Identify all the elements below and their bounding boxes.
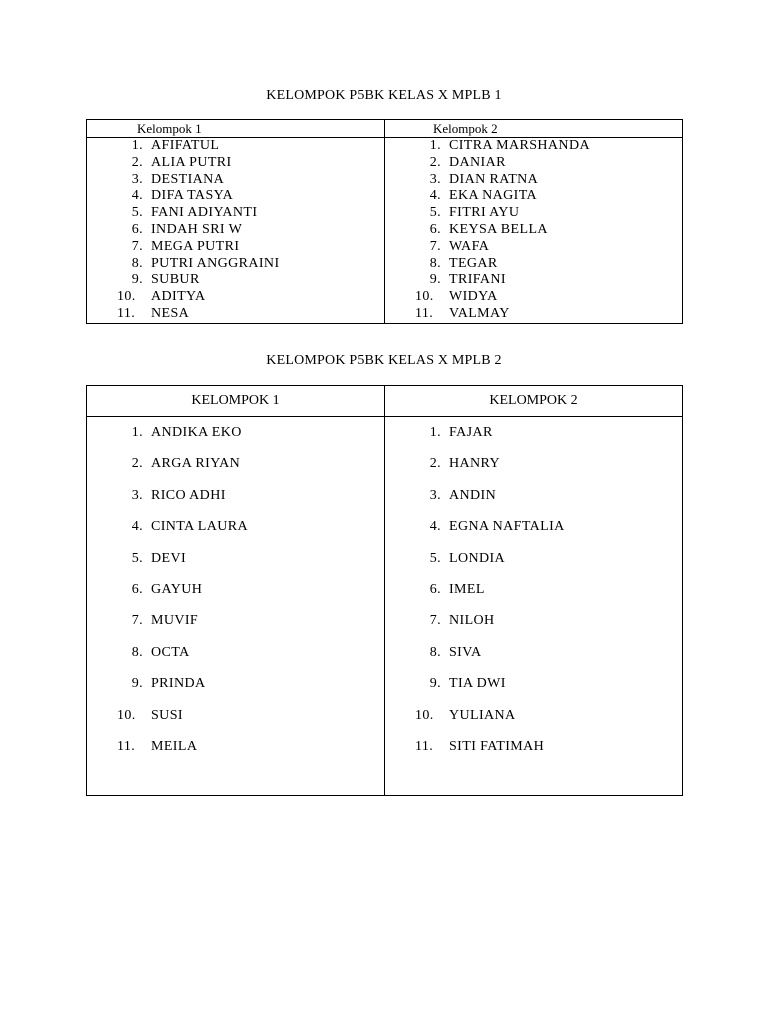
list-item <box>415 605 682 636</box>
list-item <box>117 637 384 668</box>
member-list <box>87 417 384 762</box>
section2-title: KELOMPOK P5BK KELAS X MPLB 2 <box>266 353 502 368</box>
list-item <box>117 574 384 605</box>
group2-header: Kelompok 2 <box>385 120 683 138</box>
item-number: 2. <box>429 154 441 170</box>
list-item <box>415 448 682 479</box>
item-number: 6. <box>131 582 143 598</box>
group1-header: KELOMPOK 1 <box>87 386 385 417</box>
list-item <box>117 155 384 172</box>
member-name: ADITYA <box>151 289 206 305</box>
list-item <box>415 155 682 172</box>
list-item <box>117 256 384 273</box>
item-number: 8. <box>131 644 143 660</box>
member-list <box>385 138 682 323</box>
member-name: RICO ADHI <box>151 487 226 503</box>
member-name: GAYUH <box>151 582 203 598</box>
member-name: ALIA PUTRI <box>151 154 232 170</box>
member-name: CINTA LAURA <box>151 519 248 535</box>
item-number: 3. <box>429 171 441 187</box>
item-number: 2. <box>429 456 441 472</box>
member-name: EKA NAGITA <box>449 188 538 204</box>
member-name: LONDIA <box>449 550 506 566</box>
list-item <box>415 289 682 306</box>
item-number: 4. <box>429 519 441 535</box>
list-item <box>117 272 384 289</box>
item-number: 7. <box>131 238 143 254</box>
group2-header: KELOMPOK 2 <box>385 386 683 417</box>
item-number: 9. <box>131 676 143 692</box>
section1-title: KELOMPOK P5BK KELAS X MPLB 1 <box>266 88 502 103</box>
member-name: SIVA <box>449 644 482 660</box>
item-number: 4. <box>131 519 143 535</box>
list-item <box>415 306 682 323</box>
item-number: 5. <box>131 550 143 566</box>
list-item <box>117 172 384 189</box>
member-name: SUBUR <box>151 272 200 288</box>
member-name: DEVI <box>151 550 187 566</box>
item-number: 11. <box>117 305 136 321</box>
item-number: 9. <box>131 272 143 288</box>
member-name: PRINDA <box>151 676 206 692</box>
item-number: 6. <box>429 582 441 598</box>
list-item <box>415 417 682 448</box>
list-item <box>117 543 384 574</box>
member-name: YULIANA <box>449 707 516 723</box>
member-name: PUTRI ANGGRAINI <box>151 255 280 271</box>
item-number: 7. <box>429 613 441 629</box>
member-name: FANI ADIYANTI <box>151 205 258 221</box>
member-name: EGNA NAFTALIA <box>449 519 565 535</box>
list-item <box>117 700 384 731</box>
group-table-mplb2 <box>86 385 683 796</box>
member-name: OCTA <box>151 644 190 660</box>
list-item <box>415 543 682 574</box>
list-item <box>415 480 682 511</box>
member-name: DANIAR <box>449 154 506 170</box>
member-name: FITRI AYU <box>449 205 520 221</box>
member-name: NESA <box>151 305 190 321</box>
member-name: DIFA TASYA <box>151 188 234 204</box>
member-list <box>385 417 682 762</box>
member-name: TRIFANI <box>449 272 506 288</box>
item-number: 10. <box>117 289 136 305</box>
item-number: 10. <box>415 289 434 305</box>
group1-header: Kelompok 1 <box>87 120 385 138</box>
member-name: MUVIF <box>151 613 199 629</box>
item-number: 5. <box>429 550 441 566</box>
list-item <box>117 448 384 479</box>
item-number: 2. <box>131 154 143 170</box>
member-name: IMEL <box>449 582 485 598</box>
list-item <box>415 138 682 155</box>
member-name: INDAH SRI W <box>151 221 243 237</box>
member-name: ANDIN <box>449 487 497 503</box>
item-number: 4. <box>131 188 143 204</box>
member-name: TEGAR <box>449 255 498 271</box>
list-item <box>415 172 682 189</box>
item-number: 7. <box>429 238 441 254</box>
member-name: WAFA <box>449 238 490 254</box>
item-number: 5. <box>429 205 441 221</box>
item-number: 10. <box>117 707 136 723</box>
member-name: DESTIANA <box>151 171 225 187</box>
member-name: SITI FATIMAH <box>449 739 545 755</box>
list-item <box>117 417 384 448</box>
list-item <box>117 306 384 323</box>
list-item <box>415 239 682 256</box>
list-item <box>415 731 682 762</box>
list-item <box>415 272 682 289</box>
member-name: FAJAR <box>449 425 493 440</box>
list-item <box>415 700 682 731</box>
item-number: 3. <box>131 171 143 187</box>
list-item <box>415 637 682 668</box>
item-number: 8. <box>429 255 441 271</box>
member-name: MEILA <box>151 739 198 755</box>
member-name: CITRA MARSHANDA <box>449 138 590 153</box>
member-name: DIAN RATNA <box>449 171 539 187</box>
item-number: 3. <box>429 487 441 503</box>
item-number: 8. <box>131 255 143 271</box>
item-number: 11. <box>415 305 434 321</box>
list-item <box>117 289 384 306</box>
item-number: 7. <box>131 613 143 629</box>
list-item <box>117 222 384 239</box>
item-number: 11. <box>415 739 434 755</box>
item-number: 2. <box>131 456 143 472</box>
item-number: 4. <box>429 188 441 204</box>
member-name: NILOH <box>449 613 495 629</box>
item-number: 6. <box>429 221 441 237</box>
list-item <box>117 138 384 155</box>
list-item <box>117 668 384 699</box>
member-name: KEYSA BELLA <box>449 221 548 237</box>
member-name: MEGA PUTRI <box>151 238 240 254</box>
member-name: TIA DWI <box>449 676 506 692</box>
member-name: AFIFATUL <box>151 138 220 153</box>
item-number: 8. <box>429 644 441 660</box>
item-number: 11. <box>117 739 136 755</box>
member-name: HANRY <box>449 456 501 472</box>
item-number: 1. <box>429 425 441 440</box>
list-item <box>117 511 384 542</box>
member-name: WIDYA <box>449 289 498 305</box>
item-number: 1. <box>429 138 441 153</box>
list-item <box>117 205 384 222</box>
member-name: ANDIKA EKO <box>151 425 242 440</box>
item-number: 9. <box>429 272 441 288</box>
item-number: 5. <box>131 205 143 221</box>
list-item <box>117 605 384 636</box>
list-item <box>117 480 384 511</box>
member-name: VALMAY <box>449 305 510 321</box>
list-item <box>117 731 384 762</box>
member-name: ARGA RIYAN <box>151 456 241 472</box>
list-item <box>415 188 682 205</box>
list-item <box>415 574 682 605</box>
list-item <box>117 188 384 205</box>
item-number: 1. <box>131 425 143 440</box>
list-item <box>415 222 682 239</box>
member-list <box>87 138 384 323</box>
list-item <box>415 205 682 222</box>
list-item <box>117 239 384 256</box>
item-number: 10. <box>415 707 434 723</box>
group-table-mplb1 <box>86 119 683 324</box>
item-number: 1. <box>131 138 143 153</box>
item-number: 6. <box>131 221 143 237</box>
member-name: SUSI <box>151 707 183 723</box>
list-item <box>415 668 682 699</box>
list-item <box>415 511 682 542</box>
item-number: 9. <box>429 676 441 692</box>
list-item <box>415 256 682 273</box>
item-number: 3. <box>131 487 143 503</box>
